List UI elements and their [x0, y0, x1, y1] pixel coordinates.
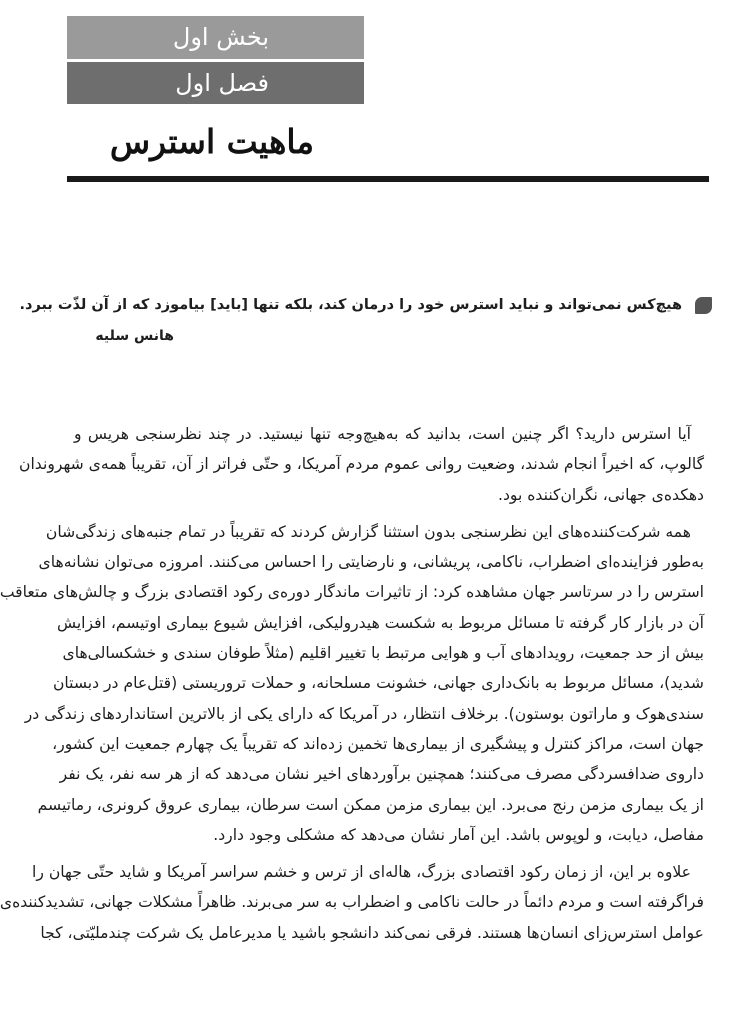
quote-bullet-icon [695, 297, 712, 314]
body-line: آیا استرس دارید؟ اگر چنین است، بدانید که به‌هیچ‌وجه تنها نیستید. در چند نظرسنجی هریس و [74, 425, 691, 443]
body-line: همه شرکت‌کننده‌های این نظرسنجی بدون استثنا گزارش کردند که تقریباً در تمام جنبه‌های زندگی‌شان [45, 522, 691, 541]
title-divider [67, 176, 709, 182]
body-line: داروی ضدافسردگی مصرف می‌کنند؛ همچنین برآوردهای اخیر نشان می‌دهد که از هر سه نفر، یک نفر [59, 765, 704, 784]
body-line: دهکده‌ی جهانی، نگران‌کننده بود. [498, 485, 704, 504]
body-line: فراگرفته است و مردم دائماً در حالت ناکامی و اضطراب به سر می‌برند. ظاهراً مشکلات جهانی، تشدیدکننده‌ی [0, 893, 704, 912]
body-line: از یک بیماری مزمن رنج می‌برد. این بیماری مزمن ممکن است سرطان، بیماری عروق کرونری، رماتیسم [37, 795, 704, 814]
chapter-label: فصل اول [67, 62, 364, 104]
epigraph-quote: هیچ‌کس نمی‌تواند و نباید استرس خود را درمان کند، بلکه تنها [باید] بیاموزد که از آن لذّت ببرد. [19, 297, 682, 313]
epigraph-author: هانس سلیه [95, 328, 174, 344]
body-line: شدید)، مسائل مربوط به بانک‌داری جهانی، خشونت مسلحانه، و حملات تروریستی (قتل‌عام در دبستان [52, 674, 704, 693]
chapter-title: ماهیت استرس [109, 122, 315, 161]
body-line: مفاصل، دیابت، و لوپوس باشد. این آمار نشان می‌دهد که مشکلی وجود دارد. [213, 825, 704, 844]
body-line: سندی‌هوک و ماراتون بوستون). برخلاف انتظار، در آمریکا که دارای یکی از بالاترین استانداردهای زندگی در [24, 704, 704, 723]
body-line: علاوه بر این، از زمان رکود اقتصادی بزرگ، هاله‌ای از ترس و خشم سراسر آمریکا و شاید حتّی جهان را [32, 863, 691, 882]
body-line: به‌طور فزاینده‌ای اضطراب، ناکامی، پریشانی، و نارضایتی را احساس می‌کنند. امروزه می‌توان نشانه‌های [38, 553, 704, 572]
body-line: عوامل استرس‌زای انسان‌ها هستند. فرقی نمی‌کند دانشجو باشید یا مدیرعامل یک شرکت چندملیّتی، کجا [40, 923, 704, 942]
body-text [0, 419, 704, 948]
body-line: استرس را در سرتاسر جهان مشاهده کرد: از تاثیرات ماندگار دوره‌ی رکود اقتصادی بزرگ و چالش‌های متعاقب [0, 583, 704, 602]
body-line: گالوپ، که اخیراً انجام شدند، وضعیت روانی عموم مردم آمریکا، و حتّی فراتر از آن، تقریباً همه‌ی شهروندان [19, 455, 704, 474]
body-line: آن در بازار کار گرفته تا مسائل مربوط به شکست هیدرولیکی، افزایش شیوع بیماری اوتیسم، افزایش [56, 613, 704, 632]
body-line: بیش از حد جمعیت، رویدادهای آب و هوایی مرتبط با تغییر اقلیم (مثلاً طوفان سندی و خشکسالی‌های [62, 644, 704, 663]
body-line: جهان است، مراکز کنترل و پیشگیری از بیماری‌ها تخمین زده‌اند که تقریباً یک چهارم جمعیت این کشور، [52, 734, 704, 753]
section-label: بخش اول [67, 16, 364, 59]
